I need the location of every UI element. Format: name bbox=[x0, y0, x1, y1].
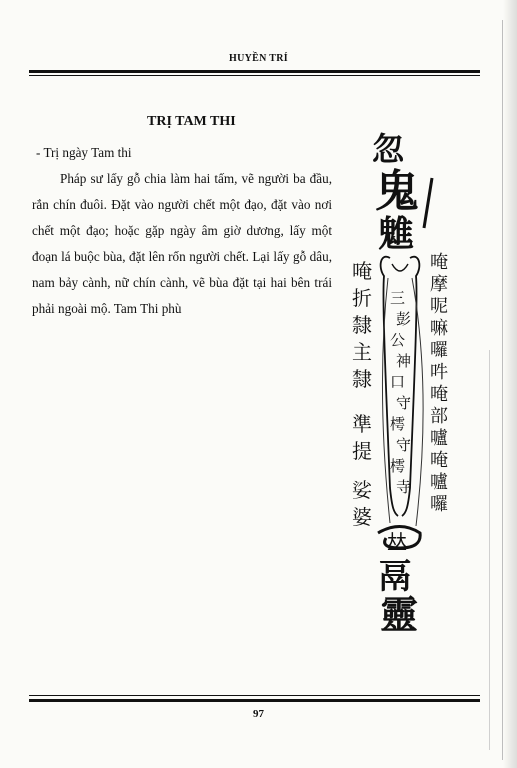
talisman-left-column bbox=[352, 259, 372, 529]
talisman-figure bbox=[340, 128, 460, 633]
talisman-center-glyph: 樗 bbox=[390, 415, 406, 433]
talisman-center-glyph: 口 bbox=[390, 373, 406, 391]
talisman-right-glyph: 唵 bbox=[430, 450, 448, 471]
talisman-left-glyph: 隸 bbox=[352, 367, 372, 391]
talisman-right-glyph: 呢 bbox=[430, 296, 448, 317]
talisman-left-glyph: 婆 bbox=[352, 505, 372, 529]
binding-line bbox=[502, 20, 503, 760]
binding-line-faint bbox=[489, 350, 490, 750]
talisman-base-mark: 𠀤 bbox=[387, 530, 407, 554]
talisman-base-glyph-bottom: 靈 bbox=[380, 593, 419, 633]
talisman-left-glyph: 準 bbox=[352, 412, 372, 436]
talisman-right-column bbox=[430, 252, 448, 515]
talisman-base-glyph-top: 鬲 bbox=[378, 557, 412, 597]
talisman-left-glyph: 隸 bbox=[352, 313, 372, 337]
talisman-left-glyph: 娑 bbox=[352, 478, 372, 502]
body-text bbox=[32, 140, 332, 322]
section-title: TRỊ TAM THI bbox=[147, 114, 236, 129]
talisman-center-glyph: 神 bbox=[396, 352, 412, 370]
talisman-center-glyph: 彭 bbox=[396, 310, 412, 328]
subtitle-line: - Trị ngày Tam thi bbox=[36, 145, 132, 160]
talisman-center-glyph: 守 bbox=[396, 394, 412, 412]
header-rule-thin bbox=[29, 75, 480, 76]
page-edge-shadow bbox=[503, 0, 517, 768]
talisman-center-column bbox=[390, 289, 411, 496]
talisman-center-glyph: 守 bbox=[396, 436, 412, 454]
talisman-center-glyph: 寺 bbox=[396, 478, 412, 496]
talisman-stroke-right bbox=[424, 178, 432, 228]
talisman-right-glyph: 吽 bbox=[430, 362, 448, 383]
paragraph: Pháp sư lấy gỗ chia làm hai tấm, vẽ người ba đầu, rắn chín đuôi. Đặt vào người chết một đạo, đặt vào nơi chết một đạo; hoặc gặp ngày âm giờ dương, lấy một đoạn lá buộc bùa, đặt lên rốn người chết. Lại lấy gỗ dâu, nam bảy cành, nữ chín cành, vẽ bùa đặt tại hai bên trái phải ngoài mộ. Tam Thi phù bbox=[32, 171, 332, 316]
talisman-right-glyph: 摩 bbox=[430, 274, 448, 295]
talisman-left-glyph: 唵 bbox=[352, 259, 372, 283]
talisman-left-glyph: 主 bbox=[352, 340, 372, 364]
footer-rule-thick bbox=[29, 699, 480, 702]
talisman-center-glyph: 三 bbox=[390, 289, 406, 307]
talisman-left-glyph: 提 bbox=[352, 439, 372, 463]
talisman-right-glyph: 唵 bbox=[430, 252, 448, 273]
talisman-right-glyph: 部 bbox=[430, 406, 448, 427]
page-number: 97 bbox=[253, 708, 264, 720]
running-header: HUYỀN TRÍ bbox=[229, 53, 288, 64]
talisman-crown-top: 忽 bbox=[372, 130, 405, 168]
talisman-crown-low: 魋 bbox=[378, 214, 415, 255]
talisman-right-glyph: 嘛 bbox=[430, 318, 448, 339]
talisman-right-glyph: 嚧 bbox=[430, 472, 448, 493]
header-rule-thick bbox=[29, 70, 480, 73]
talisman-center-glyph: 公 bbox=[390, 331, 406, 349]
talisman-right-glyph: 囉 bbox=[430, 340, 448, 361]
talisman-crown-mid: 鬼 bbox=[375, 166, 419, 217]
talisman-center-glyph: 樗 bbox=[390, 457, 406, 475]
talisman-left-glyph: 折 bbox=[352, 286, 372, 310]
talisman-right-glyph: 嚧 bbox=[430, 428, 448, 449]
footer-rule-thin bbox=[29, 695, 480, 696]
talisman-right-glyph: 唵 bbox=[430, 384, 448, 405]
talisman-face bbox=[392, 264, 408, 271]
talisman-right-glyph: 囉 bbox=[430, 494, 448, 515]
